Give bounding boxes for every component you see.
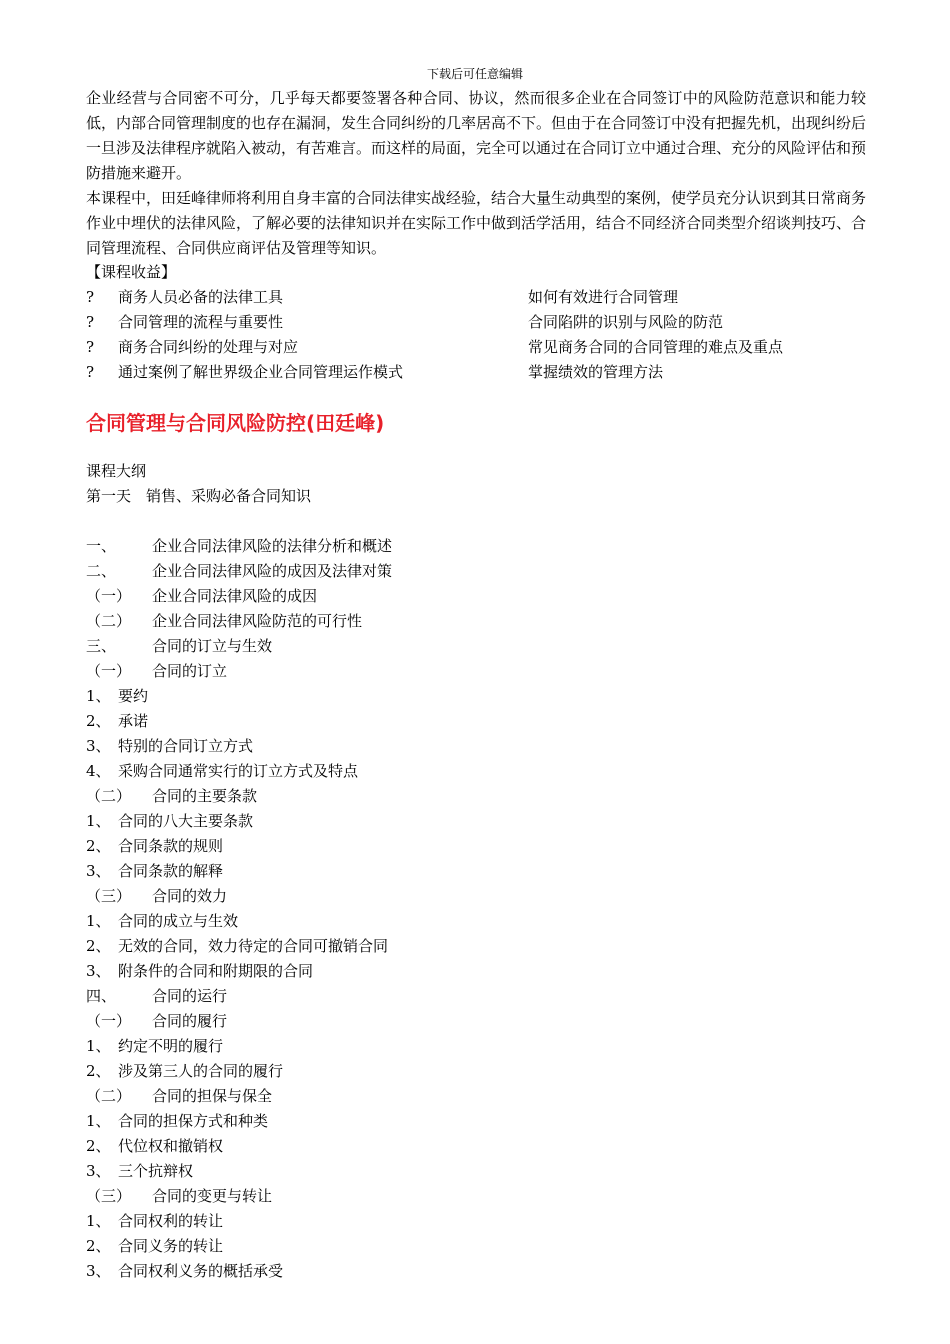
outline-number: 三、 <box>86 637 117 655</box>
benefit-item: 合同陷阱的识别与风险的防范 <box>528 313 724 331</box>
outline-text: 合同的八大主要条款 <box>118 812 254 830</box>
benefit-item: 掌握绩效的管理方法 <box>528 363 664 381</box>
outline-item <box>86 1259 866 1284</box>
benefit-item: 如何有效进行合同管理 <box>528 288 679 306</box>
outline-number: 3、 <box>86 1162 111 1180</box>
page-header-note: 下载后可任意编辑 <box>426 67 523 81</box>
bullet-mark: ? <box>86 363 95 381</box>
outline-number: （三） <box>86 887 132 905</box>
outline-text: 承诺 <box>118 712 149 730</box>
outline-item <box>86 1109 866 1134</box>
outline-text: 合同条款的规则 <box>118 837 224 855</box>
intro-paragraph: 企业经营与合同密不可分，几乎每天都要签署各种合同、协议，然而很多企业在合同签订中的风险防范意识和能力较低，内部合同管理制度的也存在漏洞，发生合同纠纷的几率居高不下。但由于在合同签订中没有把握先机，出现纠纷后一旦涉及法律程序就陷入被动，有苦难言。而这样的局面，完全可以通过在合同订立中通过合理、充分的风险评估和预防措施来避开。 <box>86 89 867 182</box>
benefit-row <box>86 285 866 310</box>
outline-item <box>86 884 866 909</box>
outline-number: 1、 <box>86 812 111 830</box>
outline-item <box>86 1184 866 1209</box>
outline-text: 合同的运行 <box>152 987 228 1005</box>
outline-text: 企业合同法律风险的法律分析和概述 <box>152 537 393 555</box>
course-title: 合同管理与合同风险防控(田廷峰) <box>86 411 385 435</box>
outline-number: 2、 <box>86 1137 111 1155</box>
outline-text: 无效的合同，效力待定的合同可撤销合同 <box>118 937 389 955</box>
outline-item <box>86 784 866 809</box>
benefit-item: 通过案例了解世界级企业合同管理运作模式 <box>118 363 404 381</box>
outline-item <box>86 1034 866 1059</box>
outline-text: 附条件的合同和附期限的合同 <box>118 962 314 980</box>
benefits-list <box>86 285 866 385</box>
intro-section <box>86 86 866 261</box>
outline-number: （二） <box>86 1087 132 1105</box>
outline-number: 1、 <box>86 1212 111 1230</box>
outline-item <box>86 534 866 559</box>
benefit-item: 商务人员必备的法律工具 <box>118 288 284 306</box>
outline-number: 3、 <box>86 737 111 755</box>
outline-item <box>86 984 866 1009</box>
outline-number: （二） <box>86 612 132 630</box>
outline-item <box>86 1209 866 1234</box>
outline-number: 1、 <box>86 1037 111 1055</box>
outline-number: 3、 <box>86 1262 111 1280</box>
outline-item <box>86 934 866 959</box>
outline-number: （二） <box>86 787 132 805</box>
outline-number: （一） <box>86 662 132 680</box>
bullet-mark: ? <box>86 288 95 306</box>
outline-item <box>86 1234 866 1259</box>
outline-item <box>86 1159 866 1184</box>
outline-text: 企业合同法律风险防范的可行性 <box>152 612 363 630</box>
outline-number: （一） <box>86 587 132 605</box>
outline-text: 约定不明的履行 <box>118 1037 224 1055</box>
outline-text: 合同的效力 <box>152 887 228 905</box>
outline-item <box>86 1059 866 1084</box>
outline-text: 合同权利义务的概括承受 <box>118 1262 284 1280</box>
outline-number: （三） <box>86 1187 132 1205</box>
outline-number: 一、 <box>86 537 117 555</box>
outline-item <box>86 1009 866 1034</box>
outline-text: 三个抗辩权 <box>118 1162 194 1180</box>
outline-item <box>86 559 866 584</box>
outline-item <box>86 634 866 659</box>
outline-item <box>86 709 866 734</box>
outline-text: 合同的担保与保全 <box>152 1087 273 1105</box>
outline-number: 1、 <box>86 912 111 930</box>
outline-item <box>86 659 866 684</box>
outline-item <box>86 1084 866 1109</box>
outline-text: 要约 <box>118 687 149 705</box>
outline-item <box>86 834 866 859</box>
outline-item <box>86 909 866 934</box>
outline-number: 2、 <box>86 937 111 955</box>
outline-number: 1、 <box>86 1112 111 1130</box>
benefits-heading: 【课程收益】 <box>86 263 177 281</box>
outline-item <box>86 859 866 884</box>
course-outline <box>86 534 866 1284</box>
outline-number: 2、 <box>86 712 111 730</box>
outline-item <box>86 959 866 984</box>
outline-number: 3、 <box>86 862 111 880</box>
bullet-mark: ? <box>86 338 95 356</box>
outline-text: 合同义务的转让 <box>118 1237 224 1255</box>
outline-number: 4、 <box>86 762 111 780</box>
outline-number: 2、 <box>86 1062 111 1080</box>
outline-number: 1、 <box>86 687 111 705</box>
benefit-item: 商务合同纠纷的处理与对应 <box>118 338 299 356</box>
benefit-row <box>86 310 866 335</box>
outline-number: （一） <box>86 1012 132 1030</box>
outline-text: 代位权和撤销权 <box>118 1137 224 1155</box>
outline-label: 课程大纲 <box>86 462 147 480</box>
outline-number: 四、 <box>86 987 117 1005</box>
outline-number: 二、 <box>86 562 117 580</box>
outline-text: 涉及第三人的合同的履行 <box>118 1062 284 1080</box>
outline-number: 2、 <box>86 837 111 855</box>
outline-item <box>86 684 866 709</box>
outline-text: 合同的担保方式和种类 <box>118 1112 269 1130</box>
outline-item <box>86 1134 866 1159</box>
benefit-row <box>86 335 866 360</box>
outline-text: 合同的订立 <box>152 662 228 680</box>
outline-item <box>86 759 866 784</box>
outline-item <box>86 609 866 634</box>
outline-text: 合同权利的转让 <box>118 1212 224 1230</box>
outline-text: 合同的订立与生效 <box>152 637 273 655</box>
outline-item <box>86 809 866 834</box>
outline-text: 采购合同通常实行的订立方式及特点 <box>118 762 359 780</box>
day-heading: 第一天 销售、采购必备合同知识 <box>86 487 312 505</box>
outline-number: 2、 <box>86 1237 111 1255</box>
outline-text: 企业合同法律风险的成因 <box>152 587 318 605</box>
outline-text: 合同的成立与生效 <box>118 912 239 930</box>
benefit-item: 常见商务合同的合同管理的难点及重点 <box>528 338 784 356</box>
outline-text: 合同的履行 <box>152 1012 228 1030</box>
outline-text: 合同的主要条款 <box>152 787 258 805</box>
bullet-mark: ? <box>86 313 95 331</box>
outline-text: 合同的变更与转让 <box>152 1187 273 1205</box>
benefit-item: 合同管理的流程与重要性 <box>118 313 284 331</box>
outline-text: 企业合同法律风险的成因及法律对策 <box>152 562 393 580</box>
benefit-row <box>86 360 866 385</box>
outline-text: 特别的合同订立方式 <box>118 737 254 755</box>
outline-item <box>86 734 866 759</box>
outline-text: 合同条款的解释 <box>118 862 224 880</box>
outline-number: 3、 <box>86 962 111 980</box>
intro-paragraph: 本课程中，田廷峰律师将利用自身丰富的合同法律实战经验，结合大量生动典型的案例，使学员充分认识到其日常商务作业中埋伏的法律风险，了解必要的法律知识并在实际工作中做到活学活用，结合不同经济合同类型介绍谈判技巧、合同管理流程、合同供应商评估及管理等知识。 <box>86 189 867 257</box>
outline-item <box>86 584 866 609</box>
